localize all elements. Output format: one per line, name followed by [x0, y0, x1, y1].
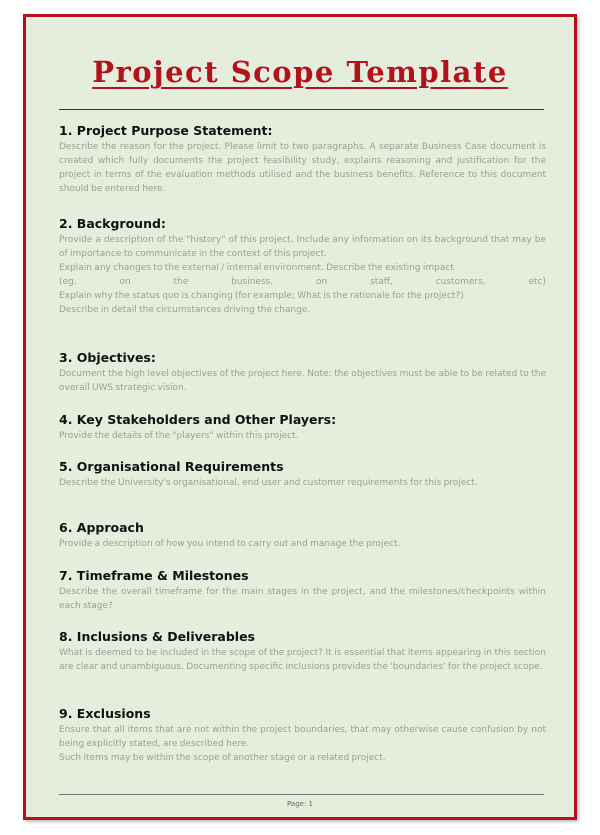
section-approach — [59, 520, 546, 551]
section-organisational-requirements — [59, 459, 546, 490]
section-text: Document the high level objectives of the project here. Note: the objectives must be able to be related to the overall UWS strategic vision. — [59, 369, 546, 393]
section-text: Describe the University's organisational, end user and customer requirements for this project. — [59, 478, 478, 488]
section-text: (eg. on the business, on staff, customers, etc) — [59, 277, 546, 287]
section-heading: 7. Timeframe & Milestones — [59, 568, 249, 583]
section-text: Describe in detail the circumstances driving the change. — [59, 305, 311, 315]
section-text: Provide a description of how you intend to carry out and manage the project. — [59, 539, 401, 549]
page-number: Page: 1 — [287, 800, 313, 808]
section-objectives — [59, 350, 546, 395]
section-heading: 1. Project Purpose Statement: — [59, 123, 273, 138]
section-text: Provide a description of the "history" of this project. Include any information on its background that may be of importance to communicate in the context of this project. — [59, 235, 546, 259]
section-heading: 6. Approach — [59, 520, 144, 535]
section-exclusions — [59, 706, 546, 765]
section-text: What is deemed to be included in the scope of the project? It is essential that items appearing in this section are clear and unambiguous. Documenting specific inclusions provides the 'boundaries' for the project scope. — [59, 648, 546, 672]
document-title: Project Scope Template — [92, 55, 508, 89]
section-text: Such items may be within the scope of another stage or a related project. — [59, 753, 386, 763]
section-heading: 4. Key Stakeholders and Other Players: — [59, 412, 337, 427]
section-timeframe — [59, 568, 546, 613]
section-text: Provide the details of the "players" within this project. — [59, 431, 299, 441]
section-heading: 5. Organisational Requirements — [59, 459, 284, 474]
footer-divider — [59, 794, 544, 795]
document-page — [23, 14, 577, 820]
section-background — [59, 216, 546, 317]
section-project-purpose — [59, 123, 546, 196]
title-divider — [59, 109, 544, 110]
section-heading: 8. Inclusions & Deliverables — [59, 629, 255, 644]
section-text: Explain why the status quo is changing (for example; What is the rationale for the project?) — [59, 291, 464, 301]
section-heading: 3. Objectives: — [59, 350, 156, 365]
section-heading: 9. Exclusions — [59, 706, 151, 721]
section-heading: 2. Background: — [59, 216, 166, 231]
section-inclusions — [59, 629, 546, 674]
section-text: Ensure that all items that are not within the project boundaries, that may otherwise cause confusion by not being explicitly stated, are described here. — [59, 725, 546, 749]
section-text: Describe the overall timeframe for the main stages in the project, and the milestones/checkpoints within each stage? — [59, 587, 546, 611]
section-text: Explain any changes to the external / internal environment. Describe the existing impact — [59, 263, 454, 273]
section-stakeholders — [59, 412, 546, 443]
section-text: Describe the reason for the project. Please limit to two paragraphs. A separate Business Case document is created which fully documents the project feasibility study, explains reasoning and justification for the project in terms of the evaluation methods utilised and the business benefits. Reference to this document should be entered here. — [59, 142, 546, 194]
